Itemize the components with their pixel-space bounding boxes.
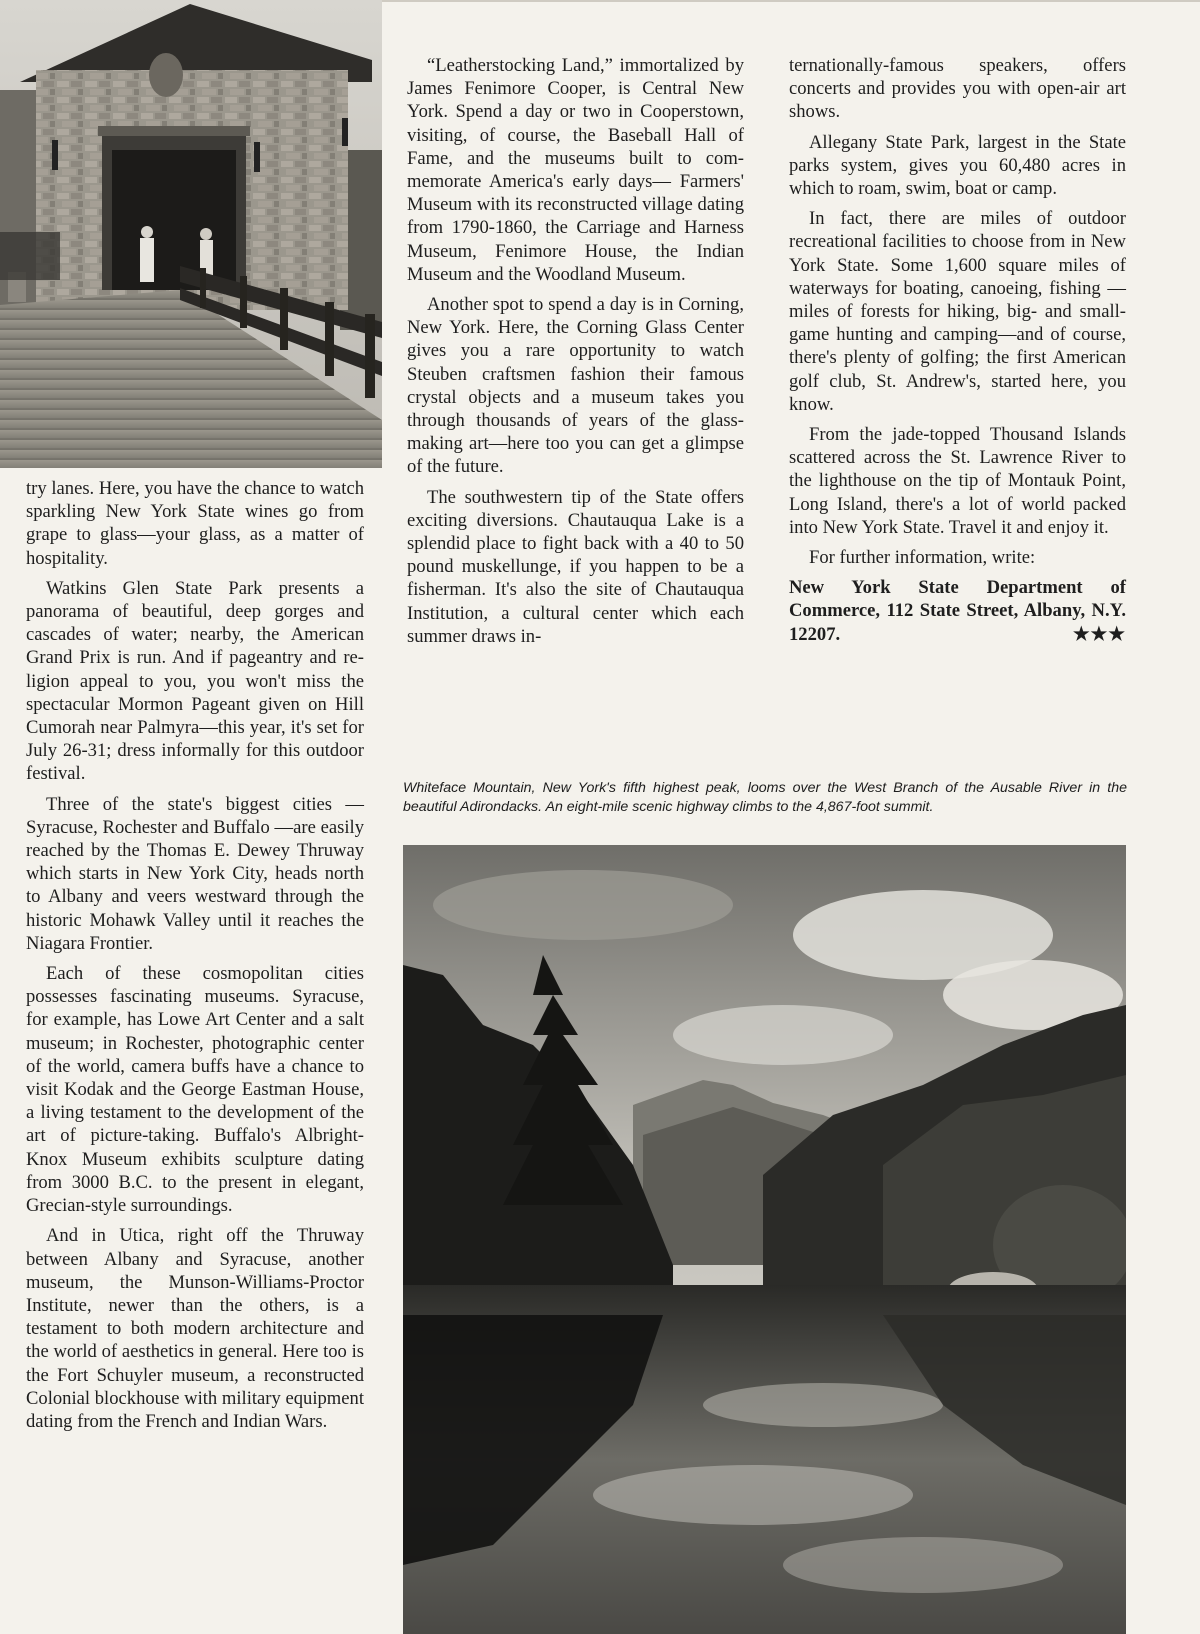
gatehouse-bridge-photo [0,0,382,468]
photo-caption: Whiteface Mountain, New York's fifth highest peak, looms over the West Branch of the Ausable River in the beautiful Adirondacks. An eight-mile scenic highway climbs to the 4,867-foot summit. [403,780,1127,815]
top-rule [382,0,1200,2]
paragraph: try lanes. Here, you have the chance to watch sparkling New York State wines go from grape to glass—your glass, as a matter of hospitality. [26,478,364,569]
paragraph: In fact, there are miles of outdoor recreational facilities to choose from in New York State. Some 1,600 square miles of waterways for boating, canoeing, fishing —miles of forests for hiking, big- and small-game hunting and camping—and of course, there's plenty of golfing; the first American golf club, St. Andrew's, started here, you know. [789,208,1126,415]
paragraph: “Leatherstocking Land,” immortalized by James Fenimore Cooper, is Central New York. Spend a day or two in Cooperstown, visiting, of course, the Baseball Hall of Fame, and the museums built to commemorate America's early days— Farmers' Museum with its reconstructed village dating from 1790-1860, the Carriage and Harness Museum, Fenimore House, the Indian Museum and the Woodland Museum. [407,55,744,285]
left-text-column [26,477,364,1440]
paragraph: Each of these cosmopolitan cities possesses fascinating museums. Syracuse, for example, has Lowe Art Center and a salt museum; in Rochester, photographic center of the world, camera buffs have a chance to visit Kodak and the George Eastman House, a living testament to the development of the art of picture-taking. Buffalo's Albright-Knox Museum exhibits sculpture dating from 3000 B.C. to the present in elegant, Grecian-style surroundings. [26,963,364,1217]
paragraph: Allegany State Park, largest in the State parks system, gives you 60,480 acres in which to roam, swim, boat or camp. [789,131,1126,200]
right-text-column [789,54,1126,653]
paragraph: The southwestern tip of the State offers exciting diversions. Chautauqua Lake is a splendid place to fight back with a 40 to 50 pound muskellunge, if you happen to be a fisherman. It's also the site of Chautauqua Institution, a cultural center which each summer draws in- [407,486,744,647]
paragraph: Three of the state's biggest cities —Syracuse, Rochester and Buffalo —are easily reached by the Thomas E. Dewey Thruway which starts in New York City, heads north to Albany and veers westward through the historic Mohawk Valley until it reaches the Niagara Frontier. [26,793,364,954]
end-mark-stars: ★★★ [1072,623,1126,645]
paragraph: For further information, write: [809,547,1036,569]
paragraph: Watkins Glen State Park presents a panorama of beautiful, deep gorges and cascades of water; nearby, the American Grand Prix is run. And if pageantry and religion appeal to you, you won't miss the spectacular Mormon Pageant given on Hill Cumorah near Palmyra—this year, it's set for July 26-31; dress informally for this outdoor festival. [26,577,364,785]
whiteface-mountain-photo [403,845,1126,1634]
paragraph: Another spot to spend a day is in Corning, New York. Here, the Corning Glass Center gives you a rare opportunity to watch Steuben craftsmen fashion their famous crystal objects and a museum takes you through thousands of years of the glass-making art—here too you can get a glimpse of the future. [407,294,744,478]
address-text: New York State Department of Commerce, 112 State Street, Albany, N.Y. 12207. [789,577,1126,645]
paragraph: From the jade-topped Thousand Islands scattered across the St. Lawrence River to the lighthouse on the tip of Montauk Point, Long Island, there's a lot of world packed into New York State. Travel it and enjoy it. [789,424,1126,538]
paragraph: And in Utica, right off the Thruway between Albany and Syracuse, another museum, the Munson-Williams-Proctor Institute, newer than the others, is a testament to both modern architecture and the world of aesthetics in general. Here too is the Fort Schuyler museum, a reconstructed Colonial blockhouse with military equipment dating from the French and Indian Wars. [26,1225,364,1432]
middle-text-column [407,54,744,655]
contact-address [789,576,1126,646]
paragraph: ternationally-famous speakers, offers concerts and provides you with open-air art shows. [789,55,1126,123]
